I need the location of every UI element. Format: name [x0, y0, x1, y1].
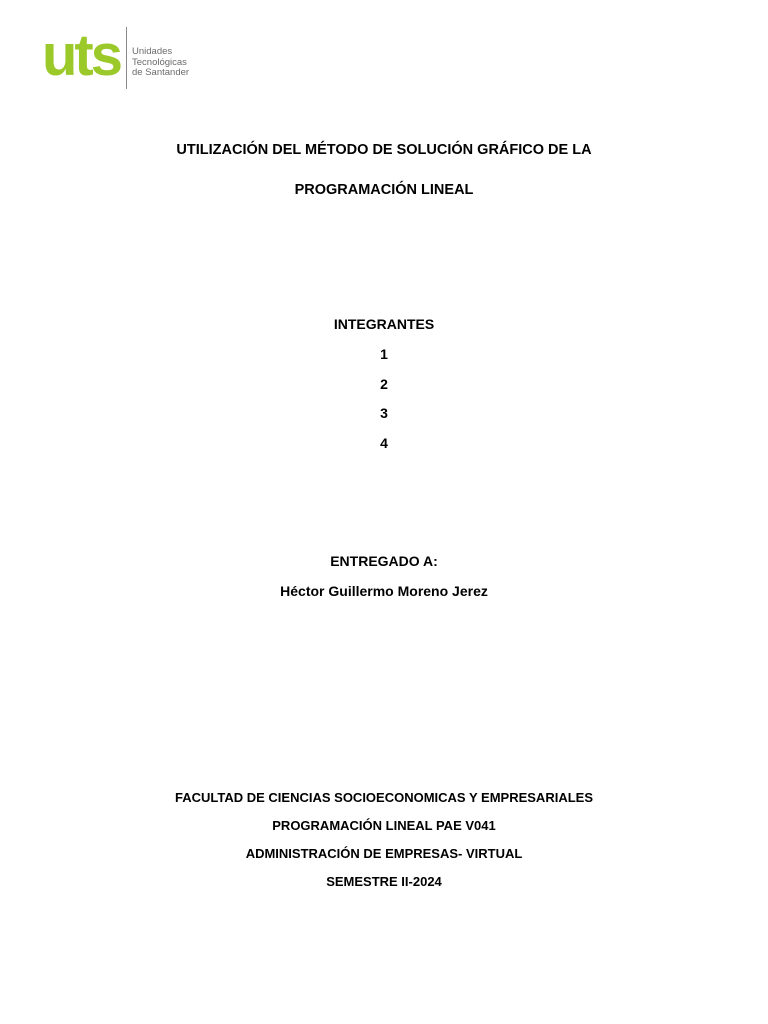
- semester-line: SEMESTRE II-2024: [326, 874, 442, 889]
- integrante-item: 3: [380, 405, 388, 421]
- integrante-item: 4: [380, 435, 388, 451]
- logo-divider: [126, 27, 127, 89]
- recipient-name: Héctor Guillermo Moreno Jerez: [280, 583, 488, 599]
- logo-text-line: Tecnológicas: [132, 56, 187, 68]
- uts-logo: [42, 24, 189, 92]
- title-line-2: PROGRAMACIÓN LINEAL: [294, 182, 474, 198]
- logo-text: [132, 47, 189, 79]
- program-line: ADMINISTRACIÓN DE EMPRESAS- VIRTUAL: [245, 846, 523, 861]
- faculty-line: FACULTAD DE CIENCIAS SOCIOECONOMICAS Y EMPRESARIALES: [175, 790, 593, 805]
- logo-text-line: Unidades: [132, 46, 173, 58]
- course-line: PROGRAMACIÓN LINEAL PAE V041: [272, 818, 496, 833]
- title-line-1: UTILIZACIÓN DEL MÉTODO DE SOLUCIÓN GRÁFICO DE LA: [176, 142, 592, 158]
- integrante-item: 2: [380, 376, 388, 392]
- logo-mark: uts: [42, 23, 120, 88]
- entregado-heading: ENTREGADO A:: [330, 553, 438, 569]
- integrantes-heading: INTEGRANTES: [333, 316, 435, 332]
- integrante-item: 1: [380, 346, 388, 362]
- logo-text-line: de Santander: [132, 67, 190, 79]
